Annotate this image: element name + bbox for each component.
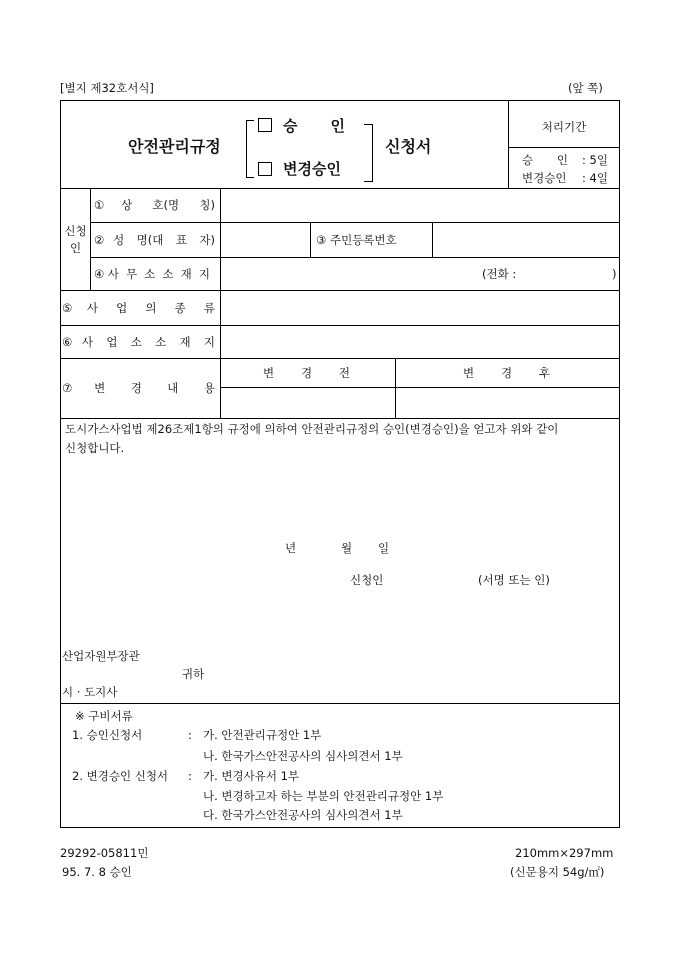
document-item-colon: :	[188, 769, 192, 783]
business-name-field[interactable]	[221, 189, 620, 222]
representative-name-field[interactable]	[221, 223, 310, 257]
approval-date: 95. 7. 8 승인	[62, 865, 132, 879]
processing-approval-label: 승 인	[522, 153, 568, 167]
addressee-minister: 산업자원부장관	[62, 649, 140, 663]
paper-size: 210mm×297mm	[515, 846, 614, 860]
divider	[90, 188, 91, 290]
bracket-left-top	[246, 120, 254, 121]
processing-period-label: 처리기간	[541, 120, 587, 134]
date-year-label: 년	[285, 541, 297, 555]
change-before-field[interactable]	[221, 388, 395, 418]
bracket-left-bottom	[246, 177, 254, 178]
representative-label: ②성 명(대 표 자)	[94, 233, 215, 247]
title-suffix: 신청서	[385, 137, 432, 156]
processing-change-value: : 4일	[582, 171, 608, 185]
business-site-label: ⑥사 업 소 소 재 지	[62, 335, 215, 349]
declaration-text: 도시가스사업법 제26조제1항의 규정에 의하여 안전관리규정의 승인(변경승인)을 얻고자 위와 같이 신청합니다.	[65, 422, 559, 455]
business-type-label: ⑤사 업 의 종 류	[62, 301, 215, 315]
bracket-right-top	[364, 124, 373, 125]
resident-id-field[interactable]	[433, 223, 620, 257]
form-code: 29292-05811민	[60, 846, 149, 860]
document-item-line: 나. 한국가스안전공사의 심사의견서 1부	[203, 749, 403, 763]
document-item-line: 나. 변경하고자 하는 부분의 안전관리규정안 1부	[203, 789, 444, 803]
divider	[508, 100, 509, 188]
change-details-label: ⑦변 경 내 용	[62, 381, 215, 395]
signature-mark-label: (서명 또는 인)	[478, 573, 550, 587]
approval-checkbox[interactable]	[258, 118, 272, 132]
date-day-label: 일	[378, 541, 390, 555]
divider	[60, 418, 620, 419]
divider	[60, 358, 620, 359]
business-type-field[interactable]	[221, 291, 620, 325]
divider	[60, 703, 620, 704]
addressee-governor: 시 · 도지사	[62, 685, 118, 699]
addressee-honorific: 귀하	[182, 667, 205, 681]
required-documents-heading: ※ 구비서류	[75, 709, 133, 723]
page-side: (앞 쪽)	[568, 81, 603, 95]
title-prefix: 안전관리규정	[128, 137, 221, 156]
paper-type: (신문용지 54g/㎡)	[510, 865, 605, 879]
phone-label: (전화 :	[482, 267, 517, 281]
date-month-label: 월	[341, 541, 353, 555]
change-before-header: 변 경 전	[263, 366, 350, 380]
processing-approval-value: : 5일	[582, 153, 608, 167]
divider	[310, 222, 311, 257]
change-approval-checkbox[interactable]	[258, 162, 272, 176]
document-item-line: 가. 안전관리규정안 1부	[203, 728, 322, 742]
phone-field[interactable]	[525, 258, 610, 290]
change-after-header: 변 경 후	[463, 366, 550, 380]
document-item-line: 가. 변경사유서 1부	[203, 769, 300, 783]
resident-id-label: ③ 주민등록번호	[316, 233, 397, 247]
bracket-right-bottom	[364, 181, 373, 182]
phone-close: )	[612, 267, 617, 281]
applicant-group	[61, 189, 90, 290]
business-name-label: ①상 호(명 칭)	[94, 198, 215, 212]
document-item-colon: :	[188, 728, 192, 742]
applicant-group-label: 신청인	[64, 223, 87, 255]
office-address-label: ④사 무 소 소 재 지	[94, 267, 210, 281]
option-approval-label: 승 인	[283, 117, 345, 135]
option-change-label: 변경승인	[283, 160, 341, 178]
processing-change-label: 변경승인	[522, 171, 567, 185]
business-site-field[interactable]	[221, 326, 620, 358]
divider	[508, 147, 620, 148]
document-item-title: 1. 승인신청서	[72, 728, 143, 742]
bracket-right	[372, 124, 373, 182]
document-item-line: 다. 한국가스안전공사의 심사의견서 1부	[203, 808, 403, 822]
bracket-left	[246, 120, 247, 178]
form-number: [별지 제32호서식]	[60, 81, 154, 95]
signature-applicant-label: 신청인	[350, 573, 384, 587]
document-item-title: 2. 변경승인 신청서	[72, 769, 169, 783]
office-address-field[interactable]	[221, 258, 479, 290]
change-after-field[interactable]	[396, 388, 620, 418]
